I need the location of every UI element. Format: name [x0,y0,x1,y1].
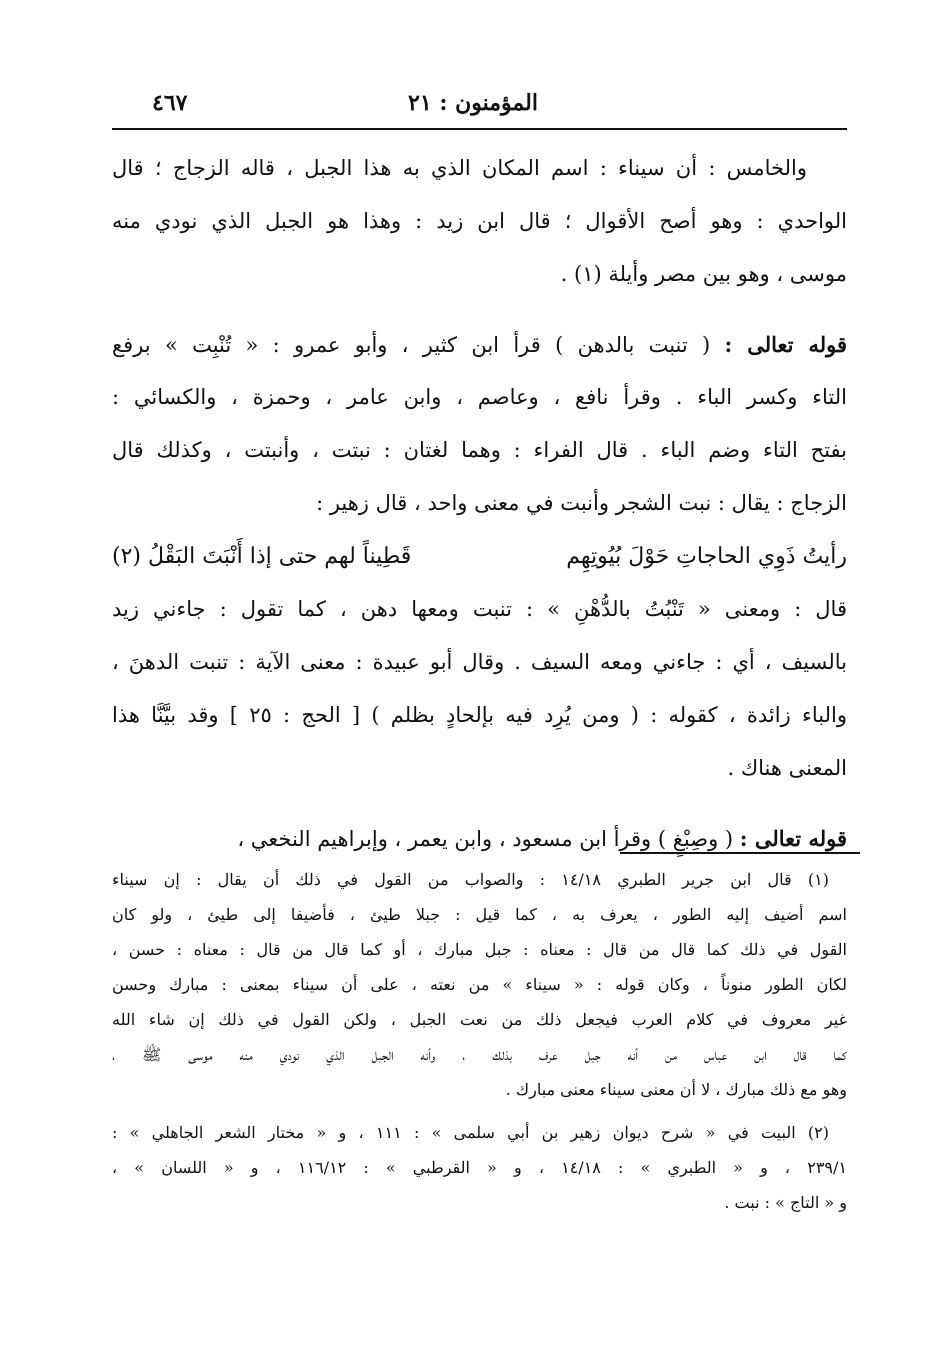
text-line: الواحدي : وهو أصح الأقوال ؛ قال ابن زيد : وهذا هو الجبل الذي نودي منه [112,209,847,233]
line-text: ( وصِبْغٍ ) وقرأ ابن مسعود ، وابن يعمر ، وإبراهيم النخعي ، [237,827,734,851]
footnote-1 [112,862,847,1107]
header-rule [112,128,847,130]
footnote-line: لكان الطور منوناً ، وكان قوله : « سيناء » من نعته ، على أن سيناء بمعنى : مبارك وحسن [112,975,847,994]
running-title: المؤمنون : ٢١ [408,90,538,116]
text-line: موسى ، وهو بين مصر وأيلة (١) . [560,262,847,286]
text-line: بفتح التاء وضم الباء . قال الفراء : وهما لغتان : نبتت ، وأنبتت ، وكذلك قال [112,438,847,462]
verse-first-hemistich: رأيتُ ذَوِي الحاجاتِ حَوْلَ بُيُوتِهِم [566,544,847,569]
footnote-line: (١) قال ابن جرير الطبري ١٤/١٨ : والصواب من القول في ذلك أن يقال : إن سيناء [112,870,829,889]
footnote-line: ٢٣٩/١ ، و « الطبري » : ١٤/١٨ ، و « القرطبي » : ١١٦/١٢ ، و « اللسان » ، [112,1158,847,1177]
footnote-line: غير معروف في كلام العرب فيجعل ذلك من نعت الجبل ، ولكن القول في ذلك إن شاء الله [112,1010,847,1029]
paragraph-1 [112,142,847,301]
footnote-2 [112,1115,847,1220]
footnote-rule [620,852,860,854]
text-line [112,812,847,865]
text-line: الزجاج : يقال : نبت الشجر وأنبت في معنى واحد ، قال زهير : [316,491,847,515]
line-text: ( تنبت بالدهن ) قرأ ابن كثير ، وأبو عمرو : « تُنْبِت » برفع [112,333,711,357]
verse-second-hemistich: قَطِيناً لهم حتى إذا أَنْبَتَ البَقْلُ (٢) [112,544,412,569]
footnote-line: اسم أضيف إليه الطور ، يعرف به ، كما قيل : جبلا طيئ ، فأضيفا إلى طيئ ، ولو كان [112,905,847,924]
section-keyword: قوله تعالى : [724,332,847,357]
main-text [112,142,847,865]
footnote-line: وهو مع ذلك مبارك ، لا أن معنى سيناء معنى مبارك . [505,1080,847,1099]
text-line [112,318,847,371]
poem-verse [112,530,847,583]
paragraph-4 [112,812,847,865]
footnote-line: كما قال ابن عباس من أنه جبل عرف بذلك ، وأنه الجبل الذي نودي منه موسى ﷺ ، [112,1045,847,1064]
page-number: ٤٦٧ [152,90,188,116]
section-keyword: قوله تعالى : [739,826,847,851]
text-line: بالسيف ، أي : جاءني ومعه السيف . وقال أبو عبيدة : معنى الآية : تنبت الدهنَ ، [112,650,847,674]
text-line: المعنى هناك . [727,756,847,780]
footnote-line: القول في ذلك كما قال من قال : معناه : جبل مبارك ، أو كما قال من قال : معناه : حسن ، [112,940,847,959]
page-header [112,88,834,126]
text-line: التاء وكسر الباء . وقرأ نافع ، وعاصم ، وابن عامر ، وحمزة ، والكسائي : [112,385,847,409]
text-line: والباء زائدة ، كقوله : ( ومن يُرِد فيه بإلحادٍ بظلم ) [ الحج : ٢٥ ] وقد بيَّنَّا هذا [112,703,847,727]
paragraph-3 [112,583,847,795]
footnotes [112,862,847,1220]
text-line: والخامس : أن سيناء : اسم المكان الذي به هذا الجبل ، قاله الزجاج ؛ قال [112,156,807,180]
footnote-line: و « التاج » : نبت . [724,1193,847,1212]
paragraph-2 [112,318,847,530]
text-line: قال : ومعنى « تَنْبُتُ بالدُّهْنِ » : تنبت ومعها دهن ، كما تقول : جاءني زيد [112,597,847,621]
footnote-line: (٢) البيت في « شرح ديوان زهير بن أبي سلمى » : ١١١ ، و « مختار الشعر الجاهلي » : [112,1123,829,1142]
